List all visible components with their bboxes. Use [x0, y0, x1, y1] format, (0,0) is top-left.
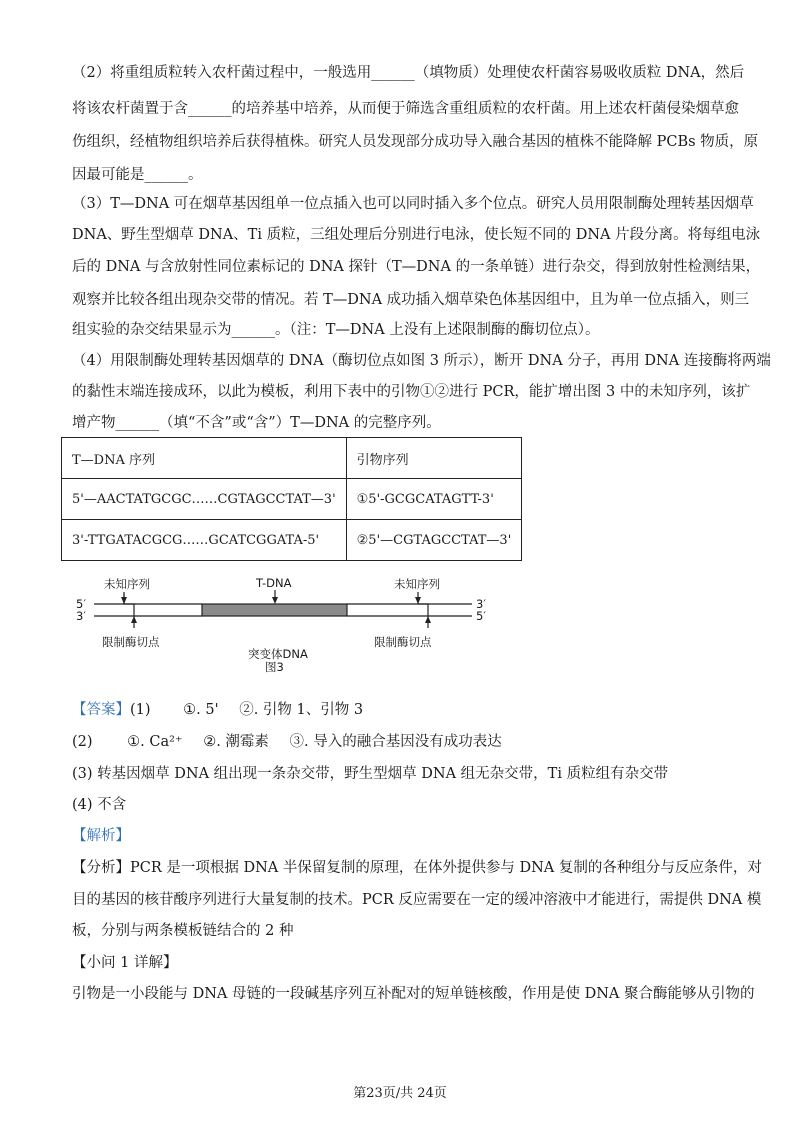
table-header-primer: 引物序列 — [346, 438, 522, 479]
table-row — [62, 438, 522, 479]
q2-line-3: 伤组织，经植物组织培养后获得植株。研究人员发现部分成功导入融合基因的植株不能降解 PCBs 物质，原 — [72, 134, 759, 150]
label-cut-left: 限制酶切点 — [102, 635, 160, 649]
answer-line-1 — [72, 699, 732, 721]
answer-line-3: (3) 转基因烟草 DNA 组出现一条杂交带，野生型烟草 DNA 组无杂交带，Ti 质粒组有杂交带 — [72, 766, 669, 782]
answer-tag: 【答案】 — [72, 702, 130, 718]
answer-1b: ②. 引物 1、引物 3 — [239, 702, 364, 718]
figure-caption-subject: 突变体DNA — [248, 647, 308, 661]
answer-2-num: (2) — [72, 734, 93, 750]
q2-line-4: 因最可能是______。 — [72, 167, 203, 183]
table-header-tdna: T—DNA 序列 — [62, 438, 347, 479]
figure-3 — [72, 576, 492, 674]
q4-line-1: （4）用限制酶处理转基因烟草的 DNA（酶切位点如图 3 所示），断开 DNA 分子，再用 DNA 连接酶将两端 — [72, 353, 771, 369]
analysis-tag: 【解析】 — [72, 828, 130, 844]
answer-line-2 — [72, 731, 732, 753]
answer-2a: ①. Ca²⁺ — [127, 734, 183, 750]
unknown-right-arrow — [415, 597, 421, 604]
analysis-line-3: 板，分别与两条模板链结合的 2 种 — [72, 923, 294, 939]
analysis-line-2: 目的基因的核苷酸序列进行大量复制的技术。PCR 反应需要在一定的缓冲溶液中才能进行，需提供 DNA 模 — [72, 892, 762, 908]
figure-caption: 图3 — [265, 660, 284, 674]
answer-1a: ①. 5' — [183, 702, 219, 718]
subquestion-1-heading: 【小问 1 详解】 — [72, 955, 178, 971]
label-unknown-right: 未知序列 — [394, 577, 440, 591]
unknown-left-arrow — [121, 597, 127, 604]
q3-line-1: （3）T—DNA 可在烟草基因组单一位点插入也可以同时插入多个位点。研究人员用限制酶处理转基因烟草 — [72, 196, 754, 212]
analysis-fenxi-tag: 【分析】 — [72, 860, 130, 876]
label-cut-right: 限制酶切点 — [374, 635, 432, 649]
label-3prime-left: 3′ — [76, 609, 86, 623]
table-cell: 5'—AACTATGCGC……CGTAGCCTAT—3' — [62, 479, 347, 520]
label-tdna: T-DNA — [256, 576, 292, 590]
q3-line-4: 观察并比较各组出现杂交带的情况。若 T—DNA 成功插入烟草染色体基因组中，且为单一位点插入，则三 — [72, 292, 750, 308]
q3-line-3: 后的 DNA 与含放射性同位素标记的 DNA 探针（T—DNA 的一条单链）进行杂交，得到放射性检测结果， — [72, 259, 761, 275]
label-5prime-left: 5′ — [76, 597, 86, 611]
answer-1-num: (1) — [130, 702, 151, 718]
answer-2b: ②. 潮霉素 — [203, 734, 269, 750]
q4-line-3: 增产物______（填“不含”或“含”）T—DNA 的完整序列。 — [72, 415, 441, 431]
q2-line-2: 将该农杆菌置于含______的培养基中培养，从而便于筛选含重组质粒的农杆菌。用上述农杆菌侵染烟草愈 — [72, 101, 739, 117]
page-number: 第23页/共 24页 — [353, 1086, 447, 1101]
label-unknown-left: 未知序列 — [104, 577, 150, 591]
sequence-table — [61, 437, 522, 561]
q2-line-1: （2）将重组质粒转入农杆菌过程中，一般选用______（填物质）处理使农杆菌容易吸收质粒 DNA，然后 — [72, 65, 745, 81]
table-row — [62, 479, 522, 520]
q3-line-2: DNA、野生型烟草 DNA、Ti 质粒，三组处理后分别进行电泳，使长短不同的 DNA 片段分离。将每组电泳 — [72, 227, 761, 243]
cut-left-arrow — [131, 616, 137, 623]
subquestion-1-line-1: 引物是一小段能与 DNA 母链的一段碱基序列互补配对的短单链核酸，作用是使 DNA 聚合酶能够从引物的 — [72, 986, 755, 1002]
table-cell: ②5'—CGTAGCCTAT—3' — [346, 520, 522, 561]
tdna-segment — [202, 604, 347, 616]
label-3prime-right: 3′ — [476, 597, 486, 611]
answer-2c: ③. 导入的融合基因没有成功表达 — [289, 734, 502, 750]
answer-line-4: (4) 不含 — [72, 797, 127, 813]
cut-right — [418, 604, 428, 616]
cut-right-arrow — [425, 616, 431, 623]
table-cell: ①5'-GCGCATAGTT-3' — [346, 479, 522, 520]
analysis-text-1: PCR 是一项根据 DNA 半保留复制的原理，在体外提供参与 DNA 复制的各种组分与反应条件，对 — [130, 860, 762, 876]
analysis-line-1 — [72, 857, 762, 879]
tdna-arrow — [272, 597, 278, 604]
q4-line-2: 的黏性末端连接成环，以此为模板，利用下表中的引物①②进行 PCR，能扩增出图 3 中的未知序列，该扩 — [72, 384, 751, 400]
q3-line-5: 组实验的杂交结果显示为______。（注：T—DNA 上没有上述限制酶的酶切位点）。 — [72, 322, 600, 338]
table-row — [62, 520, 522, 561]
table-cell: 3'-TTGATACGCG……GCATCGGATA-5' — [62, 520, 347, 561]
label-5prime-right: 5′ — [476, 609, 486, 623]
